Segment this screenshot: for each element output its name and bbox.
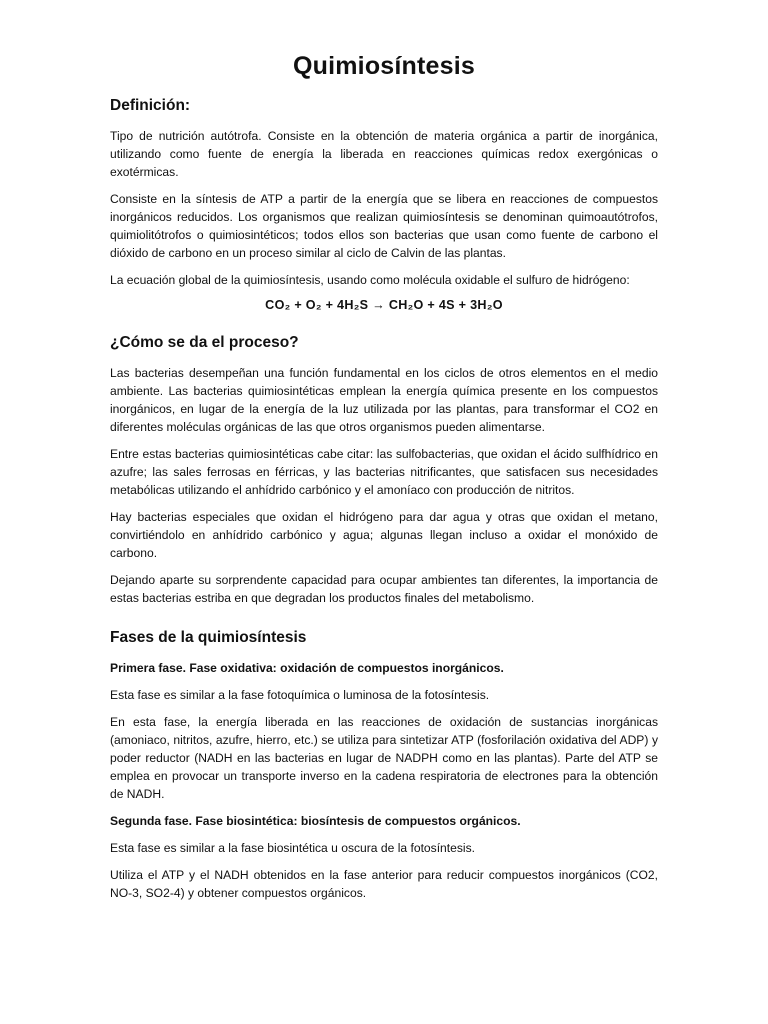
section-heading-definicion: Definición:: [110, 97, 191, 114]
document-title: Quimiosíntesis: [292, 52, 475, 80]
section-proceso: [110, 334, 658, 607]
document-page: [110, 52, 658, 911]
paragraph: Consiste en la síntesis de ATP a partir de la energía que se libera en reacciones de compuestos inorgánicos reducidos. Los organismos que realizan quimiosíntesis se denominan quimoautótrofos, quimiolitótrofos o quimiosintéticos; todos ellos son bacterias que usan como fuente de carbono el dióxido de carbono en un proceso similar al ciclo de Calvin de las plantas.: [110, 192, 658, 260]
paragraph: Entre estas bacterias quimiosintéticas cabe citar: las sulfobacterias, que oxidan el ácido sulfhídrico en azufre; las sales ferrosas en férricas, y las bacterias nitrificantes, que satisfacen sus necesidades metabólicas utilizando el anhídrido carbónico y el amoníaco con producción de nitritos.: [110, 447, 658, 497]
paragraph: Dejando aparte su sorprendente capacidad para ocupar ambientes tan diferentes, la importancia de estas bacterias estriba en que degradan los productos finales del metabolismo.: [110, 573, 658, 605]
paragraph: Esta fase es similar a la fase fotoquímica o luminosa de la fotosíntesis.: [110, 688, 490, 702]
phase-title-segunda: Segunda fase. Fase biosintética: biosíntesis de compuestos orgánicos.: [110, 814, 521, 828]
phase-title-primera: Primera fase. Fase oxidativa: oxidación de compuestos inorgánicos.: [110, 661, 504, 675]
paragraph: La ecuación global de la quimiosíntesis, usando como molécula oxidable el sulfuro de hidrógeno:: [110, 273, 630, 287]
paragraph: Utiliza el ATP y el NADH obtenidos en la fase anterior para reducir compuestos inorgánicos (CO2, NO-3, SO2-4) y obtener compuestos orgánicos.: [110, 868, 658, 900]
paragraph: Hay bacterias especiales que oxidan el hidrógeno para dar agua y otras que oxidan el metano, convirtiéndolo en anhídrido carbónico y agua; algunas llegan incluso a oxidar el monóxido de carbono.: [110, 510, 658, 560]
section-heading-proceso: ¿Cómo se da el proceso?: [110, 334, 299, 351]
section-definicion: [110, 97, 658, 312]
paragraph: Las bacterias desempeñan una función fundamental en los ciclos de otros elementos en el medio ambiente. Las bacterias quimiosintéticas emplean la energía química presente en los compuestos inorgánicos, en lugar de la energía de la luz utilizada por las plantas, para transformar el CO2 en diferentes moléculas orgánicas de las que otros organismos pueden alimentarse.: [110, 366, 658, 434]
section-heading-fases: Fases de la quimiosíntesis: [110, 629, 307, 646]
paragraph: Tipo de nutrición autótrofa. Consiste en la obtención de materia orgánica a partir de inorgánica, utilizando como fuente de energía la liberada en reacciones químicas redox exergónicas o exotérmicas.: [110, 129, 658, 179]
chemical-equation: CO₂ + O₂ + 4H₂S → CH₂O + 4S + 3H₂O: [265, 298, 503, 312]
paragraph: En esta fase, la energía liberada en las reacciones de oxidación de sustancias inorgánicas (amoniaco, nitritos, azufre, hierro, etc.) se utiliza para sintetizar ATP (fosforilación oxidativa del ADP) y poder reductor (NADH en las bacterias en lugar de NADPH como en las plantas). Parte del ATP se emplea en provocar un transporte inverso en la cadena respiratoria de electrones para la obtención de NADH.: [110, 715, 658, 801]
paragraph: Esta fase es similar a la fase biosintética u oscura de la fotosíntesis.: [110, 841, 476, 855]
section-fases: [110, 629, 658, 902]
